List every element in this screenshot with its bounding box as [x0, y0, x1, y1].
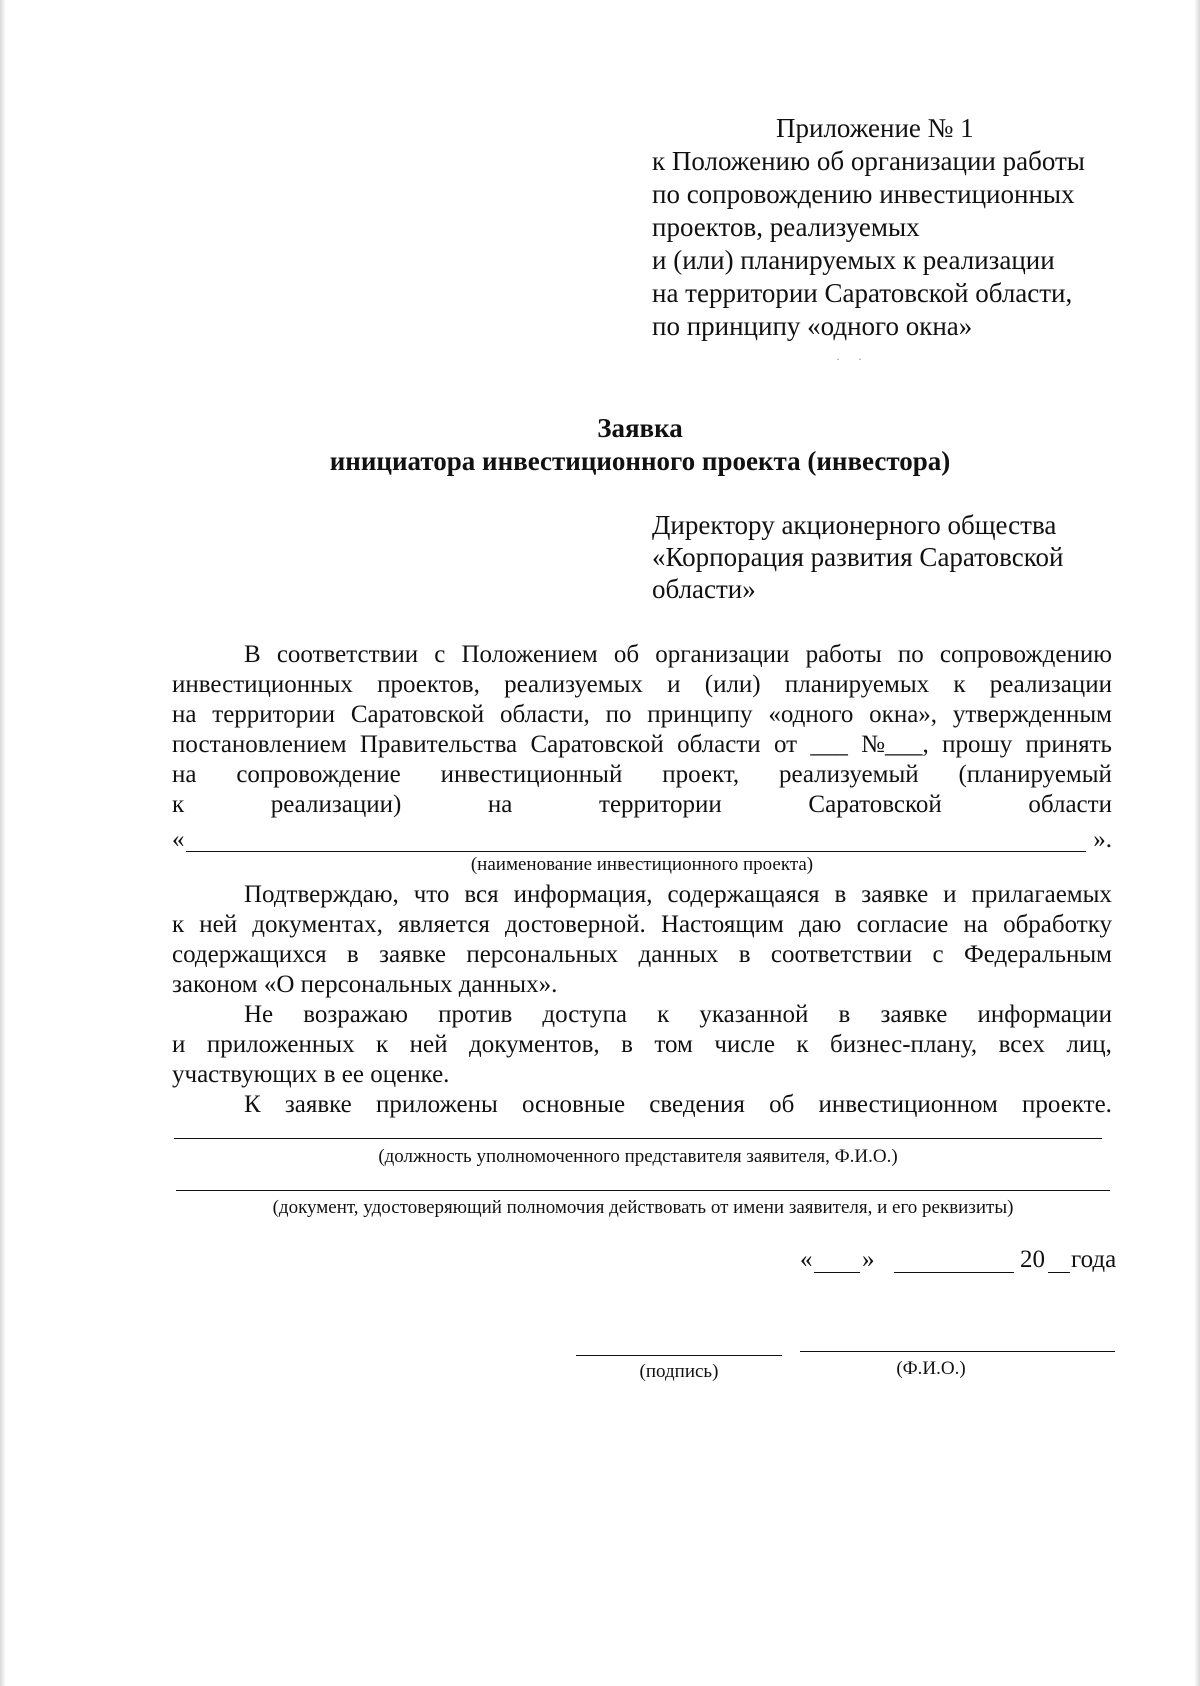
word: что: [413, 881, 450, 908]
word: об: [613, 641, 640, 668]
word: окна»,: [869, 701, 938, 728]
word: с: [434, 641, 446, 668]
paragraph-line: [172, 670, 1112, 700]
word: приложены: [375, 1091, 498, 1118]
word: Саратовской: [350, 701, 485, 728]
word: всех: [998, 1031, 1045, 1058]
paragraph-line: [172, 790, 1112, 820]
word: на: [172, 761, 197, 788]
date-month-blank: [894, 1272, 1014, 1273]
signature-caption: (подпись): [639, 1361, 719, 1382]
word: реализации: [989, 671, 1112, 698]
word: содержащихся: [172, 941, 327, 968]
date-day-blank: [814, 1272, 860, 1273]
word: сопровождению: [939, 641, 1112, 668]
word: том: [654, 1031, 693, 1058]
word: инвестиционном: [818, 1091, 998, 1118]
paragraph-line: законом «О персональных данных».: [172, 971, 558, 998]
word: согласие: [856, 911, 949, 938]
word: Не: [244, 1001, 274, 1028]
paragraph-line: [172, 1030, 1112, 1060]
word: Правительства: [359, 731, 518, 758]
appendix-line: и (или) планируемых к реализации: [652, 245, 1055, 275]
date-quote-close: »: [862, 1246, 875, 1273]
appendix-line: проектов, реализуемых: [652, 212, 920, 242]
word: к: [953, 671, 966, 698]
word: к: [172, 911, 185, 938]
paragraph-request: [172, 640, 1112, 820]
word: против: [438, 1001, 513, 1028]
word: Подтверждаю,: [244, 881, 399, 908]
word: основные: [521, 1091, 626, 1118]
word: Положением: [461, 641, 598, 668]
word: прошу: [942, 731, 1013, 758]
word: ___: [810, 731, 848, 758]
word: документов,: [469, 1031, 600, 1058]
word: является: [398, 911, 490, 938]
paragraph-line: [172, 1000, 1112, 1030]
word: на: [172, 701, 197, 728]
word: по: [897, 641, 924, 668]
word: на: [487, 791, 513, 818]
word: проект,: [662, 761, 740, 788]
paragraph-line: [172, 1090, 1112, 1120]
word: достоверной.: [505, 911, 646, 938]
word: в: [738, 941, 751, 968]
signature-underline: [576, 1355, 782, 1356]
addressee-block: [652, 509, 1172, 605]
project-name-field: [172, 826, 1112, 856]
word: в: [834, 881, 847, 908]
word: области: [677, 731, 761, 758]
word: реализации): [270, 791, 402, 818]
appendix-number: Приложение № 1: [776, 113, 974, 143]
word: персональных: [466, 941, 619, 968]
word: организации: [655, 641, 790, 668]
appendix-line: по принципу «одного окна»: [652, 311, 973, 341]
word: бизнес-плану,: [830, 1031, 978, 1058]
date-quote-open: «: [800, 1246, 813, 1273]
word: реализуемых: [504, 671, 643, 698]
word: к: [657, 1001, 670, 1028]
project-name-caption: (наименование инвестиционного проекта): [470, 854, 814, 875]
position-caption: (должность уполномоченного представителя заявителя, Ф.И.О.): [378, 1146, 898, 1167]
date-year-suffix: года: [1071, 1246, 1117, 1273]
appendix-line: на территории Саратовской области,: [652, 278, 1073, 308]
word: инвестиционных: [172, 671, 353, 698]
addressee-line: Директору акционерного общества: [652, 510, 1057, 540]
page-edge-right: [1194, 0, 1200, 1686]
paragraph-line: [172, 760, 1112, 790]
word: от: [773, 731, 798, 758]
word: заявке: [861, 881, 929, 908]
word: области: [1028, 791, 1112, 818]
quote-open: «: [172, 826, 185, 853]
word: к: [796, 1031, 809, 1058]
word: указанной: [699, 1001, 809, 1028]
name-caption: (Ф.И.О.): [896, 1358, 966, 1379]
word: заявке: [379, 941, 446, 968]
word: территории: [599, 791, 722, 818]
word: даю: [798, 911, 842, 938]
word: (планируемый: [958, 761, 1112, 788]
addressee-line: «Корпорация развития Саратовской: [652, 542, 1064, 572]
word: в: [621, 1031, 633, 1058]
word: числе: [714, 1031, 775, 1058]
word: с: [932, 941, 944, 968]
word: Настоящим: [660, 911, 784, 938]
word: заявке: [880, 1001, 948, 1028]
word: принять: [1025, 731, 1112, 758]
paragraph-line: [172, 700, 1112, 730]
word: работы: [805, 641, 882, 668]
word: «одного: [768, 701, 854, 728]
word: территории: [212, 701, 336, 728]
word: обработку: [1003, 911, 1112, 938]
document-subtitle: инициатора инвестиционного проекта (инвестора): [329, 446, 951, 476]
paragraph-line: [172, 880, 1112, 910]
date-year-blank: [1048, 1272, 1070, 1273]
quote-close: ».: [1093, 826, 1112, 853]
word: сведения: [649, 1091, 745, 1118]
word: проекте.: [1022, 1091, 1112, 1118]
word: заявке: [284, 1091, 352, 1118]
appendix-line: к Положению об организации работы: [652, 146, 1085, 176]
word: постановлением: [172, 731, 347, 758]
paragraph-attachments: [172, 1090, 1112, 1120]
word: соответствии: [770, 941, 913, 968]
document-title: Заявка: [597, 413, 683, 443]
word: данных: [638, 941, 719, 968]
paragraph-line: [172, 730, 1112, 760]
document-underline: [176, 1190, 1110, 1191]
date-year-prefix: 20: [1020, 1246, 1045, 1273]
word: области,: [499, 701, 590, 728]
word: ней: [409, 1031, 448, 1058]
word: лиц,: [1066, 1031, 1112, 1058]
word: приложенных: [206, 1031, 355, 1058]
word: в: [346, 941, 359, 968]
word: принципу: [647, 701, 753, 728]
word: №___,: [861, 731, 929, 758]
date-field: [800, 1246, 1120, 1278]
word: по: [605, 701, 632, 728]
word: реализуемый: [778, 761, 919, 788]
word: соответствии: [276, 641, 419, 668]
word: информации: [977, 1001, 1112, 1028]
word: Саратовской: [530, 731, 664, 758]
word: документах,: [252, 911, 383, 938]
project-name-underline: [186, 851, 1086, 852]
word: и: [943, 881, 957, 908]
word: проектов,: [377, 671, 480, 698]
document-caption: (документ, удостоверяющий полномочия действовать от имени заявителя, и его реквизиты): [272, 1197, 1014, 1218]
word: ней: [199, 911, 238, 938]
paragraph-line: [172, 910, 1112, 940]
word: (или): [704, 671, 761, 698]
position-underline: [174, 1138, 1102, 1139]
word: сопровождение: [236, 761, 401, 788]
word: к: [172, 791, 185, 818]
paragraph-confirmation: [172, 880, 1112, 1000]
appendix-line: по сопровождению инвестиционных: [652, 179, 1075, 209]
word: Федеральным: [963, 941, 1112, 968]
word: прилагаемых: [971, 881, 1112, 908]
paragraph-line: [172, 940, 1112, 970]
word: в: [838, 1001, 851, 1028]
scan-specks: ··: [836, 352, 880, 366]
word: об: [769, 1091, 795, 1118]
word: и: [667, 671, 681, 698]
paragraph-line: участвующих в ее оценке.: [172, 1061, 450, 1088]
word: Саратовской: [808, 791, 942, 818]
page-edge-left: [0, 0, 6, 1686]
paragraph-line: [172, 640, 1112, 670]
addressee-line: области»: [652, 574, 756, 604]
paragraph-access-consent: [172, 1000, 1112, 1090]
word: вся: [464, 881, 499, 908]
appendix-header: [652, 112, 1172, 343]
word: утвержденным: [952, 701, 1112, 728]
word: информация,: [513, 881, 653, 908]
name-underline: [800, 1351, 1115, 1352]
word: и: [172, 1031, 186, 1058]
word: на: [963, 911, 988, 938]
word: К: [244, 1091, 261, 1118]
word: содержащаяся: [667, 881, 820, 908]
word: В: [244, 641, 261, 668]
word: инвестиционный: [440, 761, 623, 788]
word: планируемых: [784, 671, 930, 698]
word: доступа: [542, 1001, 627, 1028]
word: к: [376, 1031, 389, 1058]
word: возражаю: [303, 1001, 408, 1028]
